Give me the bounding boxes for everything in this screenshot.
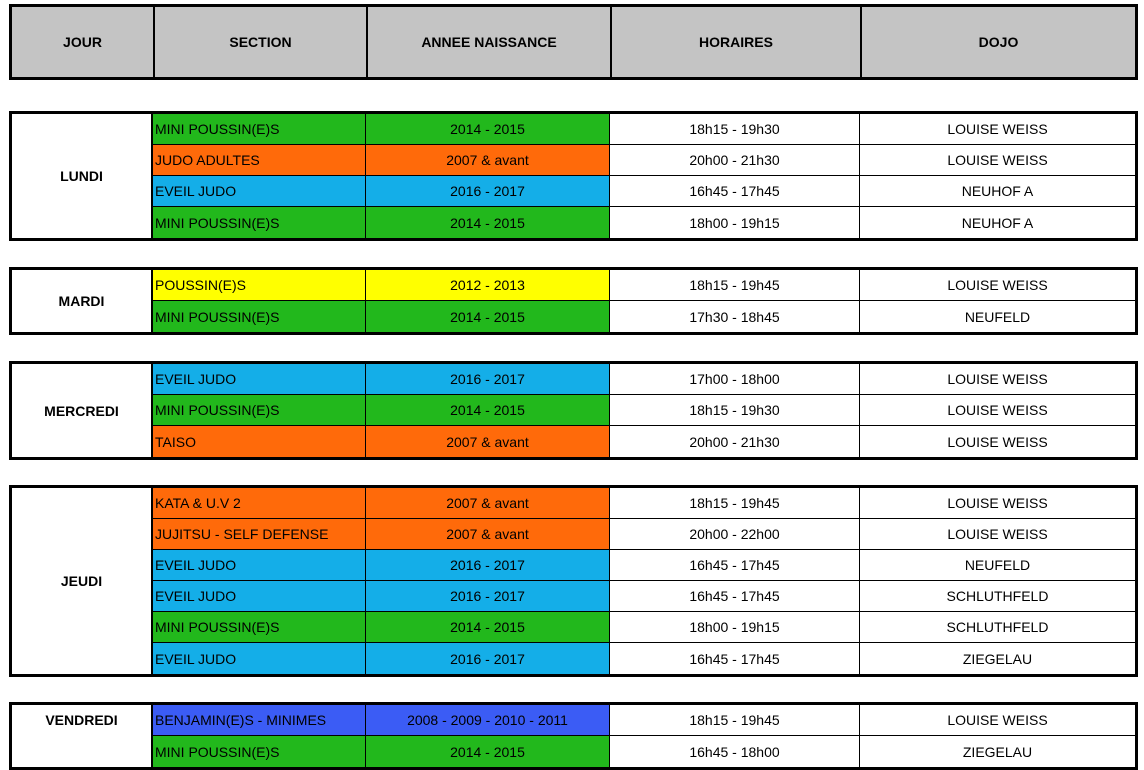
horaires-cell: 17h00 - 18h00 — [610, 364, 860, 394]
horaires-cell: 16h45 - 17h45 — [610, 581, 860, 611]
header-annee-naissance: ANNEE NAISSANCE — [368, 7, 612, 77]
section-cell: EVEIL JUDO — [153, 364, 366, 394]
table-row — [153, 519, 1135, 550]
horaires-cell: 18h15 - 19h45 — [610, 270, 860, 300]
section-cell: EVEIL JUDO — [153, 176, 366, 206]
day-group-lundi — [9, 111, 1138, 241]
annee-cell: 2007 & avant — [366, 488, 610, 518]
dojo-cell: NEUFELD — [860, 550, 1135, 580]
table-row — [153, 705, 1135, 736]
table-row — [153, 395, 1135, 426]
annee-cell: 2007 & avant — [366, 519, 610, 549]
dojo-cell: LOUISE WEISS — [860, 114, 1135, 144]
dojo-cell: ZIEGELAU — [860, 736, 1135, 767]
horaires-cell: 18h15 - 19h45 — [610, 705, 860, 735]
annee-cell: 2014 - 2015 — [366, 301, 610, 332]
section-cell: TAISO — [153, 426, 366, 457]
horaires-cell: 20h00 - 21h30 — [610, 426, 860, 457]
table-row — [153, 176, 1135, 207]
horaires-cell: 16h45 - 17h45 — [610, 550, 860, 580]
annee-cell: 2016 - 2017 — [366, 581, 610, 611]
table-row — [153, 364, 1135, 395]
section-cell: MINI POUSSIN(E)S — [153, 395, 366, 425]
section-cell: MINI POUSSIN(E)S — [153, 736, 366, 767]
dojo-cell: LOUISE WEISS — [860, 270, 1135, 300]
dojo-cell: LOUISE WEISS — [860, 395, 1135, 425]
table-row — [153, 207, 1135, 238]
annee-cell: 2007 & avant — [366, 145, 610, 175]
annee-cell: 2016 - 2017 — [366, 550, 610, 580]
section-cell: EVEIL JUDO — [153, 643, 366, 674]
dojo-cell: NEUFELD — [860, 301, 1135, 332]
dojo-cell: LOUISE WEISS — [860, 426, 1135, 457]
horaires-cell: 20h00 - 21h30 — [610, 145, 860, 175]
horaires-cell: 18h00 - 19h15 — [610, 207, 860, 238]
day-label: MERCREDI — [12, 364, 153, 457]
section-cell: MINI POUSSIN(E)S — [153, 114, 366, 144]
header-horaires: HORAIRES — [612, 7, 862, 77]
dojo-cell: LOUISE WEISS — [860, 519, 1135, 549]
dojo-cell: LOUISE WEISS — [860, 705, 1135, 735]
horaires-cell: 18h00 - 19h15 — [610, 612, 860, 642]
section-cell: EVEIL JUDO — [153, 581, 366, 611]
annee-cell: 2014 - 2015 — [366, 207, 610, 238]
day-group-vendredi — [9, 702, 1138, 770]
dojo-cell: SCHLUTHFELD — [860, 581, 1135, 611]
header-section: SECTION — [155, 7, 368, 77]
schedule-header — [9, 4, 1138, 80]
dojo-cell: SCHLUTHFELD — [860, 612, 1135, 642]
table-row — [153, 581, 1135, 612]
section-cell: MINI POUSSIN(E)S — [153, 612, 366, 642]
horaires-cell: 17h30 - 18h45 — [610, 301, 860, 332]
dojo-cell: LOUISE WEISS — [860, 488, 1135, 518]
horaires-cell: 20h00 - 22h00 — [610, 519, 860, 549]
section-cell: BENJAMIN(E)S - MINIMES — [153, 705, 366, 735]
dojo-cell: ZIEGELAU — [860, 643, 1135, 674]
section-cell: POUSSIN(E)S — [153, 270, 366, 300]
horaires-cell: 18h15 - 19h30 — [610, 395, 860, 425]
annee-cell: 2016 - 2017 — [366, 176, 610, 206]
annee-cell: 2007 & avant — [366, 426, 610, 457]
day-label: MARDI — [12, 270, 153, 332]
table-row — [153, 643, 1135, 674]
day-group-mercredi — [9, 361, 1138, 460]
horaires-cell: 18h15 - 19h45 — [610, 488, 860, 518]
header-dojo: DOJO — [978, 34, 1019, 50]
section-cell: JUJITSU - SELF DEFENSE — [153, 519, 366, 549]
day-label: VENDREDI — [12, 705, 153, 767]
section-cell: EVEIL JUDO — [153, 550, 366, 580]
table-row — [153, 114, 1135, 145]
day-group-jeudi — [9, 485, 1138, 677]
table-row — [153, 488, 1135, 519]
table-row — [153, 426, 1135, 457]
annee-cell: 2008 - 2009 - 2010 - 2011 — [366, 705, 610, 735]
horaires-cell: 18h15 - 19h30 — [610, 114, 860, 144]
annee-cell: 2012 - 2013 — [366, 270, 610, 300]
annee-cell: 2014 - 2015 — [366, 395, 610, 425]
table-row — [153, 550, 1135, 581]
day-label: LUNDI — [12, 114, 153, 238]
table-row — [153, 736, 1135, 767]
day-label: JEUDI — [12, 488, 153, 674]
header-jour: JOUR — [12, 7, 155, 77]
section-cell: MINI POUSSIN(E)S — [153, 301, 366, 332]
dojo-cell: NEUHOF A — [860, 207, 1135, 238]
horaires-cell: 16h45 - 17h45 — [610, 643, 860, 674]
annee-cell: 2014 - 2015 — [366, 114, 610, 144]
annee-cell: 2016 - 2017 — [366, 364, 610, 394]
horaires-cell: 16h45 - 17h45 — [610, 176, 860, 206]
section-cell: MINI POUSSIN(E)S — [153, 207, 366, 238]
table-row — [153, 270, 1135, 301]
table-row — [153, 301, 1135, 332]
annee-cell: 2016 - 2017 — [366, 643, 610, 674]
table-row — [153, 612, 1135, 643]
section-cell: KATA & U.V 2 — [153, 488, 366, 518]
horaires-cell: 16h45 - 18h00 — [610, 736, 860, 767]
section-cell: JUDO ADULTES — [153, 145, 366, 175]
dojo-cell: LOUISE WEISS — [860, 364, 1135, 394]
dojo-cell: NEUHOF A — [860, 176, 1135, 206]
day-group-mardi — [9, 267, 1138, 335]
table-row — [153, 145, 1135, 176]
annee-cell: 2014 - 2015 — [366, 612, 610, 642]
annee-cell: 2014 - 2015 — [366, 736, 610, 767]
dojo-cell: LOUISE WEISS — [860, 145, 1135, 175]
